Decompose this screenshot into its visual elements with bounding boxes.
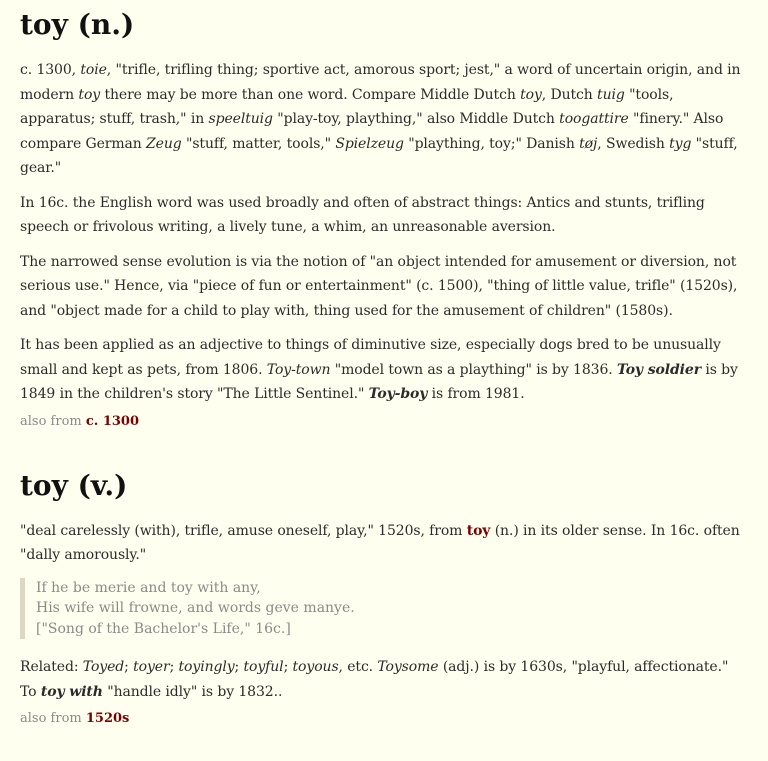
date-link[interactable]: 1520s — [85, 711, 130, 726]
entry-title: toy (v.) — [20, 468, 128, 502]
entry-toy-verb — [20, 469, 748, 729]
history-paragraph: In 16c. the English word was used broadly and often of abstract things: Antics and stunts, trifling speech or frivolous writing, a lively tune, a whim, an unreasonable aversion. — [20, 194, 705, 235]
definition-paragraph: c. 1300, toie, "trifle, trifling thing; sportive act, amorous sport; jest," a word of uncertain origin, and in modern toy there may be more than one word. Compare Middle Dutch toy, Dutch tuig "tools, apparatus; stuff, trash," in speeltuig "play-toy, plaything," also Middle Dutch toogattire "finery." Also compare German Zeug "stuff, matter, tools," Spielzeug "plaything, toy;" Danish tøj, Swedish tyg "stuff, gear." — [20, 62, 741, 176]
quote-line: His wife will frowne, and words geve manye. — [36, 600, 355, 616]
related-paragraph: Related: Toyed; toyer; toyingly; toyful; toyous, etc. Toysome (adj.) is by 1630s, "playful, affectionate." To toy with "handle idly" is by 1832.. — [20, 659, 729, 700]
sense-paragraph: The narrowed sense evolution is via the notion of "an object intended for amusement or diversion, not serious use." Hence, via "piece of fun or entertainment" (c. 1500), "thing of little value, trifle" (1520s), and "object made for a child to play with, thing used for the amusement of children" (1580s). — [20, 253, 738, 319]
definition-paragraph: "deal carelessly (with), trifle, amuse oneself, play," 1520s, from toy (n.) in its older sense. In 16c. often "dally amorously." — [20, 522, 740, 563]
quote-line: If he be merie and toy with any, — [36, 579, 261, 596]
date-link[interactable]: c. 1300 — [85, 413, 140, 429]
quotation-block — [20, 578, 748, 640]
quote-source: ["Song of the Bachelor's Life," 16c.] — [36, 620, 291, 637]
entry-toy-noun — [20, 8, 748, 431]
also-from-line: also from 1520s — [20, 711, 130, 726]
entry-title: toy (n.) — [20, 8, 135, 41]
adjective-paragraph: It has been applied as an adjective to things of diminutive size, especially dogs bred to be unusually small and kept as pets, from 1806. Toy-town "model town as a plaything" is by 1836. Toy soldier is by 1849 in the children's story "The Little Sentinel." Toy-boy is from 1981. — [20, 337, 738, 402]
also-from-line: also from c. 1300 — [20, 413, 140, 429]
cross-reference-link[interactable]: toy — [466, 522, 491, 539]
